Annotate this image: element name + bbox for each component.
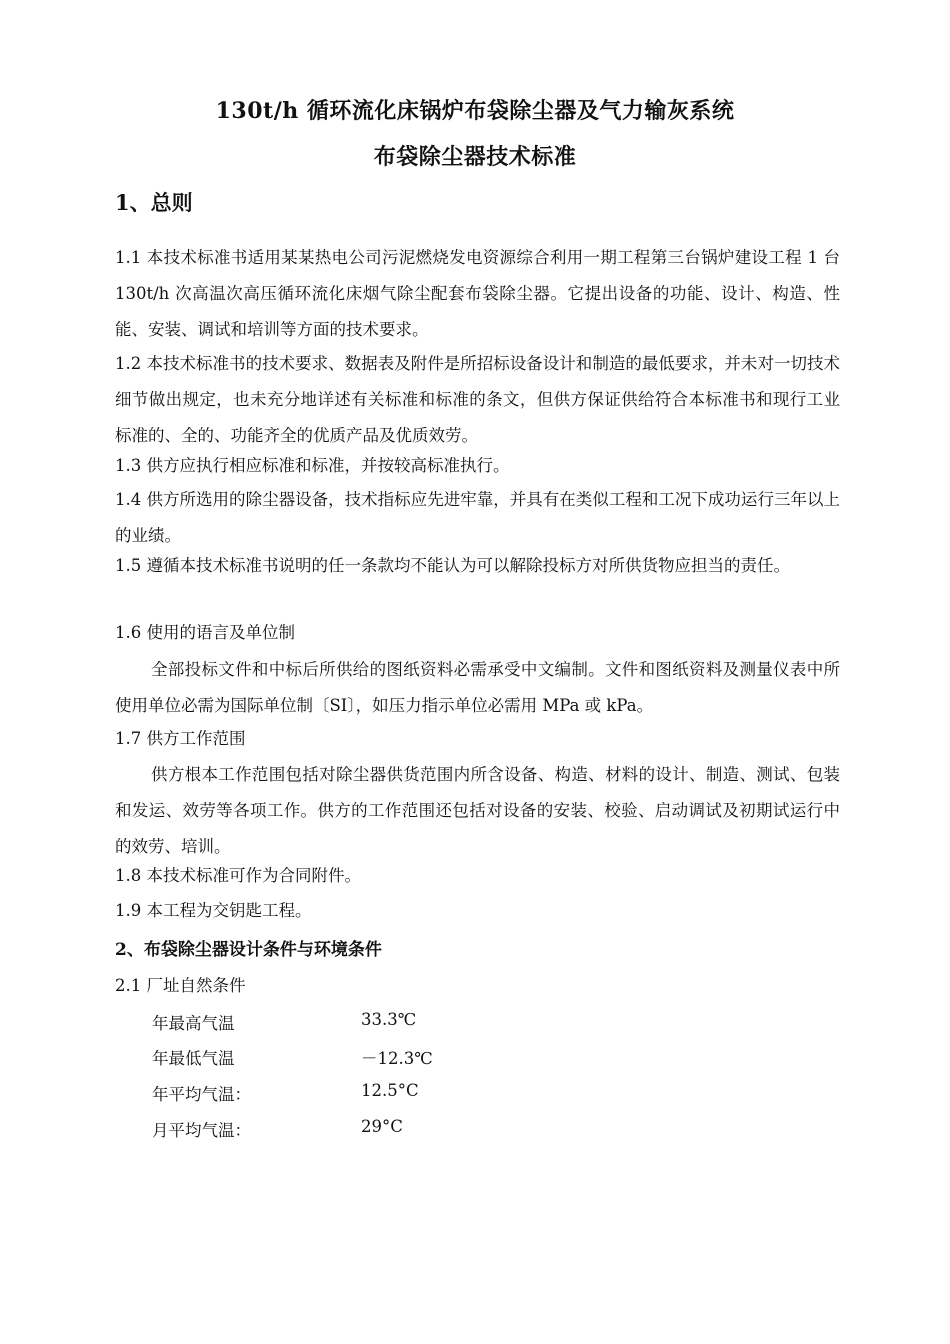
condition-label: 年最高气温 [152,1014,235,1033]
condition-value: 12.5°C [361,1081,419,1100]
condition-label: 年平均气温： [152,1085,251,1104]
condition-label: 年最低气温 [152,1049,235,1068]
paragraph-1-1: 1.1 本技术标准书适用某某热电公司污泥燃烧发电资源综合利用一期工程第三台锅炉建设工程 1 台 130t/h 次高温次高压循环流化床烟气除尘配套布袋除尘器。它提出设备的功能、设计、构造、性能、安装、调试和培训等方面的技术要求。 [115,248,840,339]
paragraph-1-3: 1.3 供方应执行相应标准和标准，并按较高标准执行。 [115,456,510,475]
paragraph-1-6-body: 全部投标文件和中标后所供给的图纸资料必需承受中文编制。文件和图纸资料及测量仪表中所使用单位必需为国际单位制〔SI〕，如压力指示单位必需用 MPa 或 kPa。 [115,660,840,715]
condition-row [152,1010,417,1034]
section-heading-design-conditions: 2、布袋除尘器设计条件与环境条件 [115,940,382,960]
paragraph-1-4: 1.4 供方所选用的除尘器设备，技术指标应先进牢靠，并具有在类似工程和工况下成功运行三年以上的业绩。 [115,490,840,545]
paragraph-1-5: 1.5 遵循本技术标准书说明的任一条款均不能认为可以解除投标方对所供货物应担当的责任。 [115,556,790,575]
condition-row [152,1045,433,1069]
paragraph-2-1-title: 2.1 厂址自然条件 [115,976,246,995]
paragraph-1-8: 1.8 本技术标准可作为合同附件。 [115,866,361,885]
paragraph-1-7-title: 1.7 供方工作范围 [115,729,246,748]
condition-value: －12.3℃ [361,1049,433,1068]
section-heading-general: 1、总则 [115,190,193,215]
paragraph-1-2: 1.2 本技术标准书的技术要求、数据表及附件是所招标设备设计和制造的最低要求，并未对一切技术细节做出规定，也未充分地详述有关标准和标准的条文，但供方保证供给符合本标准书和现行工业标准的、全的、功能齐全的优质产品及优质效劳。 [115,354,840,445]
paragraph-1-7-body: 供方根本工作范围包括对除尘器供货范围内所含设备、构造、材料的设计、制造、测试、包装和发运、效劳等各项工作。供方的工作范围还包括对设备的安装、校验、启动调试及初期试运行中的效劳、培训。 [115,765,840,856]
condition-row [152,1081,419,1105]
document-title: 130t/h 循环流化床锅炉布袋除尘器及气力输灰系统 [215,98,735,124]
document-subtitle: 布袋除尘器技术标准 [373,144,577,170]
condition-label: 月平均气温： [152,1121,251,1140]
paragraph-1-9: 1.9 本工程为交钥匙工程。 [115,901,312,920]
paragraph-1-6-title: 1.6 使用的语言及单位制 [115,623,295,642]
condition-row [152,1117,403,1141]
condition-value: 29°C [361,1117,403,1136]
condition-value: 33.3℃ [361,1010,417,1029]
